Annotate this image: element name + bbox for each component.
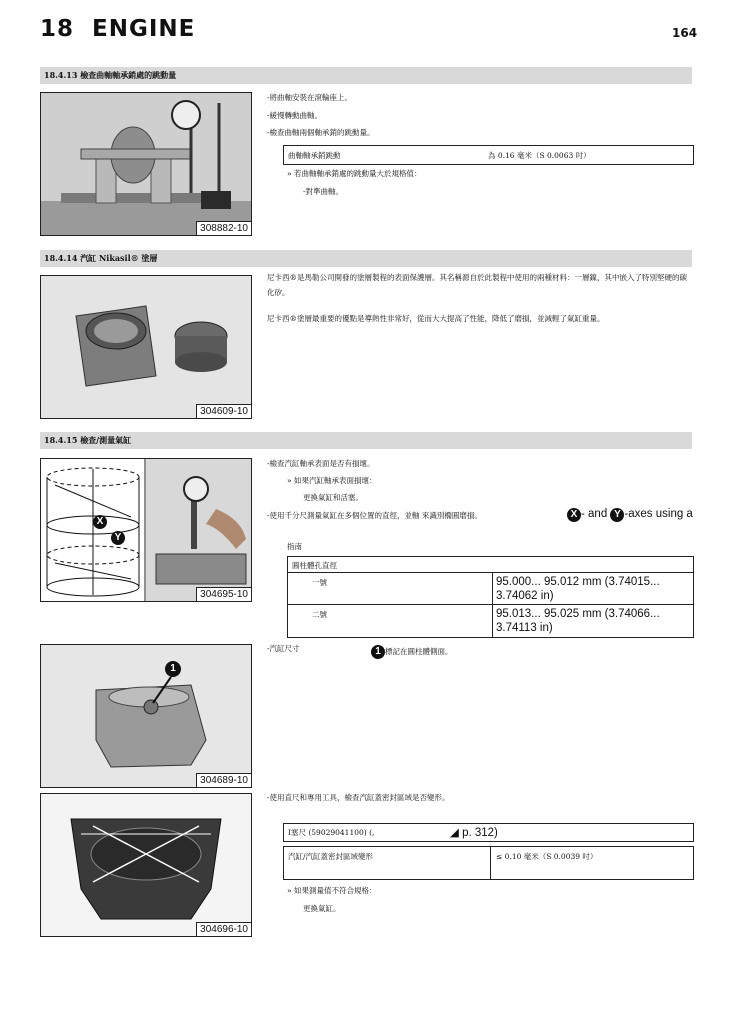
warpage-value: ≤ 0.10 毫米（S 0.0039 吋）: [496, 852, 598, 861]
warpage-label: 汽缸/汽缸蓋密封區域變形: [288, 852, 374, 861]
figure-number: 308882-10: [196, 221, 251, 235]
size-1-label: 一號: [312, 578, 327, 587]
figure-number: 304689-10: [196, 773, 251, 787]
figure-number: 304695-10: [196, 587, 251, 601]
figure-number: 304609-10: [196, 404, 251, 418]
col-divider: [490, 847, 491, 879]
section-header-cylinder: [40, 432, 692, 449]
section-title: 18.4.14 汽缸 Nikasil® 塗層: [44, 253, 158, 263]
axis-y-marker: Y: [111, 531, 125, 545]
step-check-warpage: -使用直尺和專用工具，檢查汽缸蓋密封區域是否變形。: [267, 793, 450, 802]
page-ref-text: p. 312): [462, 827, 498, 839]
row-divider: [288, 604, 693, 605]
cylinder-side-illustration: [41, 645, 251, 787]
nikasil-advantages: 尼卡西®塗層最重要的優點是導熱性非常好，從而大大提高了性能，降低了磨損，並減輕了氣缸重量。: [267, 314, 605, 323]
spec-value: 為 0.16 毫米（S 0.0063 吋）: [488, 151, 591, 160]
action-replace-cylinder-piston: 更換氣缸和活塞。: [303, 493, 363, 502]
size-2-label: 二號: [312, 610, 327, 619]
crankshaft-photo: [40, 92, 252, 236]
chapter-number: 18: [40, 16, 75, 42]
row-divider: [288, 572, 693, 573]
warpage-spec-table: [283, 846, 694, 880]
condition-runout: » 若曲軸軸承銷處的跳動量大於規格值：: [287, 169, 422, 178]
axis-x-badge: X: [567, 508, 581, 522]
spec-table-runout: [283, 145, 694, 165]
action-replace-cylinder: 更換氣缸。: [303, 904, 341, 913]
guide-label: 指南: [287, 542, 302, 551]
section-title: 18.4.15 檢查/測量氣缸: [44, 435, 132, 445]
bore-diameter-table: [287, 556, 694, 638]
tool-row: [283, 823, 694, 842]
section-title: 18.4.13 檢查曲軸軸承銷處的跳動量: [44, 70, 177, 80]
cylinder-size-step: -汽缸尺寸: [267, 644, 300, 653]
cylinder-marking-photo: [40, 644, 252, 788]
tool-page-ref[interactable]: [450, 825, 498, 839]
spec-label: 曲軸軸承銷跳動: [288, 151, 341, 160]
section-header-crankshaft-runout: [40, 67, 692, 84]
nikasil-description: 尼卡西®是馬勒公司開發的塗層製程的表面保護層。其名稱源自於此製程中使用的兩種材料：一層鎳，其中嵌入了特別堅硬的碳化矽。: [267, 273, 687, 297]
cylinder-size-marker-note: [371, 639, 453, 659]
cylinder-top-illustration: [41, 794, 251, 936]
crankshaft-illustration: [41, 93, 251, 235]
step-check-bearing-surface: -檢查汽缸軸承表面是否有損壞。: [267, 459, 375, 468]
cylinder-illustration: [41, 276, 251, 418]
axes-tail-text: -axes using a: [624, 508, 693, 520]
feeler-gauge-label: I塞尺 (59029041100) (,: [288, 828, 375, 837]
axis-y-badge: Y: [610, 508, 624, 522]
size-1-value: 95.000... 95.012 mm (3.74015... 3.74062 in): [496, 576, 660, 602]
cylinder-piston-photo: [40, 275, 252, 419]
chapter-title: ENGINE: [92, 16, 196, 42]
figure-number: 304696-10: [196, 922, 251, 936]
step-mount-crankshaft: -將曲軸安裝在滾輪座上。: [267, 93, 353, 102]
step-check-runout: -檢查曲軸兩個軸承銷的跳動量。: [267, 128, 375, 137]
marker-1-callout: 1: [165, 661, 181, 677]
section-header-nikasil: [40, 250, 692, 267]
axes-and-text: - and: [581, 508, 608, 520]
marker-1-badge: 1: [371, 645, 385, 659]
condition-out-of-spec: » 如果測量值不符合規格：: [287, 886, 377, 895]
condition-bearing-damage: » 如果汽缸軸承表面損壞：: [287, 476, 377, 485]
marker-note-text: 標記在圓柱體側面。: [385, 647, 453, 656]
step-measure-diameter: -使用千分尺測量氣缸在多個位置的直徑，並軸 來識別橢圓磨損。: [267, 511, 482, 520]
axis-x-marker: X: [93, 515, 107, 529]
page-number: 164: [672, 26, 698, 40]
cylinder-top-photo: [40, 793, 252, 937]
bore-measurement-diagram: [41, 459, 251, 601]
action-align-crankshaft: -對準曲軸。: [303, 187, 344, 196]
axes-instruction: [567, 508, 693, 522]
step-rotate-crankshaft: -緩慢轉動曲軸。: [267, 111, 323, 120]
cylinder-measure-figure: [40, 458, 252, 602]
size-2-value: 95.013... 95.025 mm (3.74066... 3.74113 in): [496, 608, 660, 634]
page-ref-icon: ◢: [450, 827, 459, 839]
bore-diameter-label: 圓柱體孔直徑: [292, 561, 337, 570]
